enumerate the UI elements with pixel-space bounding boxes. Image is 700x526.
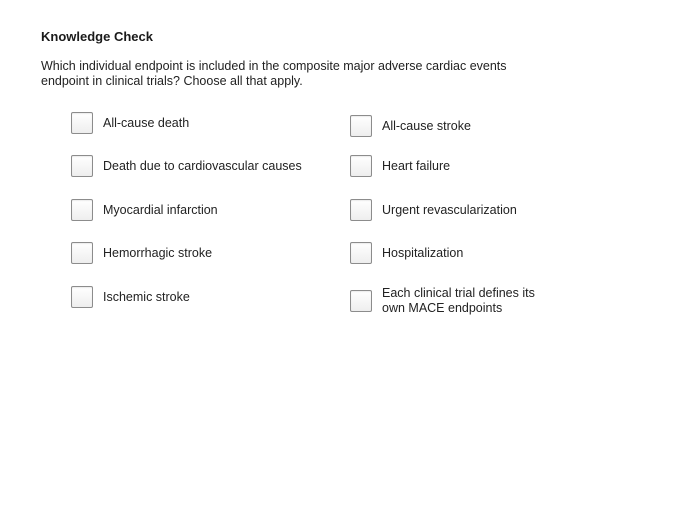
option-label: Myocardial infarction (103, 202, 218, 217)
checkbox[interactable] (71, 242, 93, 264)
option-label: Heart failure (382, 158, 451, 173)
option-label: Each clinical trial defines its own MACE endpoints (382, 286, 535, 315)
checkbox[interactable] (350, 199, 372, 221)
option-label: All-cause stroke (382, 118, 471, 133)
option-label: All-cause death (103, 115, 190, 130)
option-all-cause-stroke[interactable] (350, 115, 471, 137)
page-title: Knowledge Check (41, 29, 153, 44)
option-label: Hospitalization (382, 245, 464, 260)
checkbox[interactable] (350, 155, 372, 177)
option-label: Death due to cardiovascular causes (103, 158, 302, 173)
option-myocardial-infarction[interactable] (71, 199, 218, 221)
option-all-cause-death[interactable] (71, 112, 189, 134)
option-hospitalization[interactable] (350, 242, 463, 264)
option-cv-death[interactable] (71, 155, 302, 177)
checkbox[interactable] (350, 290, 372, 312)
option-heart-failure[interactable] (350, 155, 450, 177)
option-label: Urgent revascularization (382, 202, 517, 217)
checkbox[interactable] (71, 112, 93, 134)
checkbox[interactable] (350, 242, 372, 264)
option-trial-defines-mace[interactable] (350, 286, 552, 316)
option-urgent-revascularization[interactable] (350, 199, 517, 221)
question-text: Which individual endpoint is included in the composite major adverse cardiac events endpoint in clinical trials? Choose all that apply. (41, 59, 507, 88)
checkbox[interactable] (71, 199, 93, 221)
option-hemorrhagic-stroke[interactable] (71, 242, 212, 264)
checkbox[interactable] (350, 115, 372, 137)
checkbox[interactable] (71, 286, 93, 308)
option-ischemic-stroke[interactable] (71, 286, 190, 308)
option-label: Ischemic stroke (103, 289, 190, 304)
checkbox[interactable] (71, 155, 93, 177)
option-label: Hemorrhagic stroke (103, 245, 213, 260)
